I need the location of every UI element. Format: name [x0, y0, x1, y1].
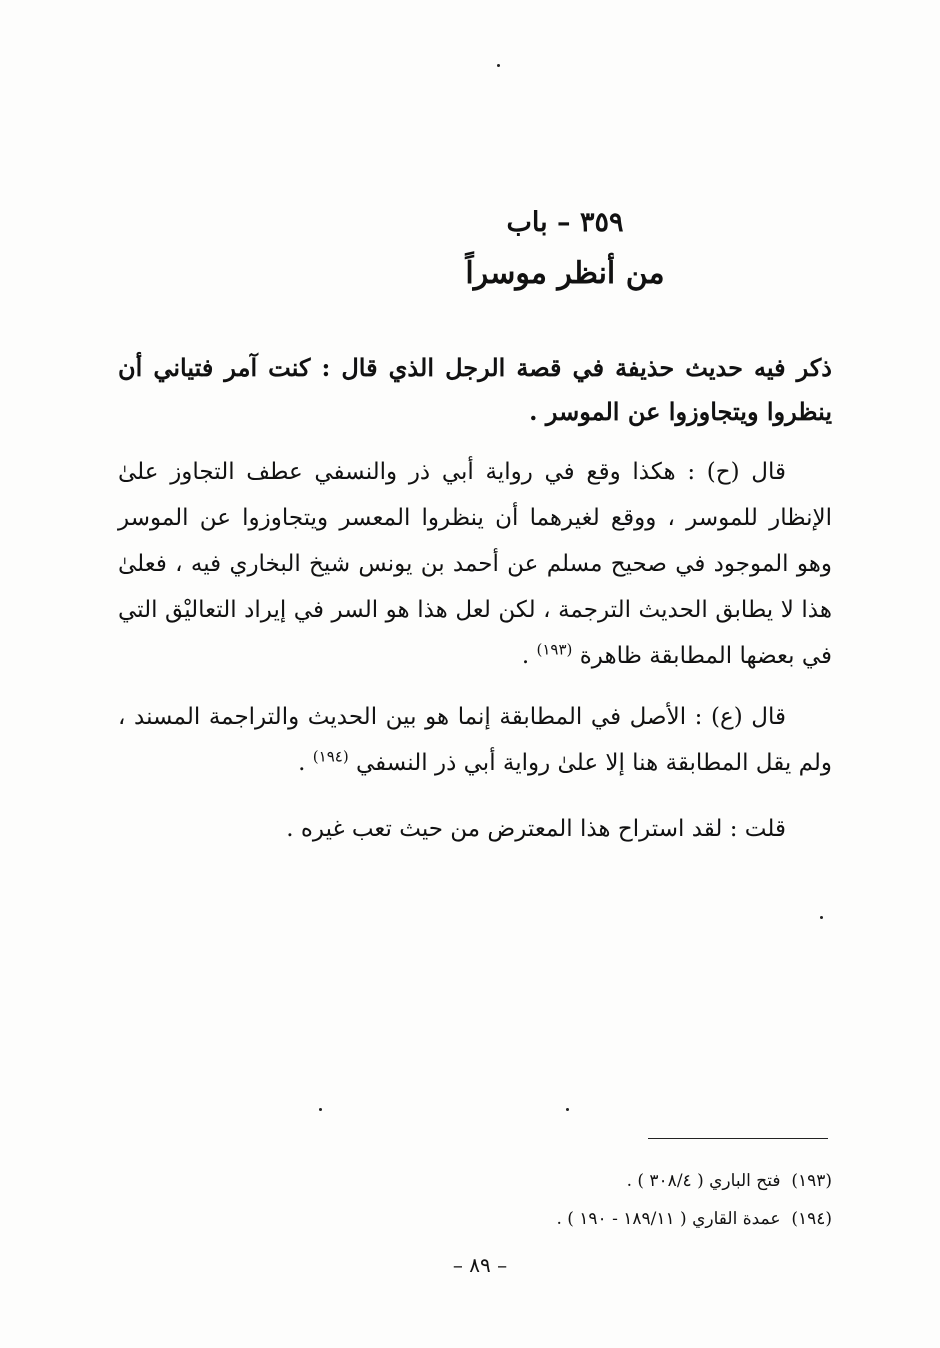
paragraph-rebuttal [118, 806, 832, 852]
chapter-title: من أنظر موسراً [465, 256, 665, 291]
paragraph-ha-commentary [118, 449, 832, 679]
page-number: – ٨٩ – [452, 1253, 508, 1277]
footnote-item [300, 1200, 832, 1238]
footnote-number: (١٩٤) [791, 1209, 832, 1229]
footnote-text: عمدة القاري ( ١٨٩/١١ - ١٩٠ ) . [556, 1209, 781, 1229]
footnote-reference: (١٩٤) [312, 747, 349, 766]
scan-speck [820, 916, 823, 919]
paragraph-text: قال (ح) : هكذا وقع في رواية أبي ذر والنسفي عطف التجاوز علىٰ الإنظار للموسر ، ووقع لغيرهما أن ينظروا المعسر ويتجاوزوا عن الموسر وهو الموجود في صحيح مسلم عن أحمد بن يونس شيخ البخاري فيه ، فعلىٰ هذا لا يطابق الحديث الترجمة ، لكن لعل هذا هو السر في إيراد التعاليْق التي في بعضها المطابقة ظاهرة [118, 459, 832, 669]
footnote-text: فتح الباري ( ٣٠٨/٤ ) . [626, 1171, 781, 1191]
footnote-item [300, 1162, 832, 1200]
chapter-number-heading: ٣٥٩ – باب [506, 207, 624, 238]
footnote-separator [648, 1138, 828, 1139]
scan-speck [497, 64, 500, 67]
footnotes [300, 1162, 832, 1238]
footnote-reference: (١٩٣) [536, 640, 573, 659]
footnote-number: (١٩٣) [791, 1171, 832, 1191]
paragraph-text: قال (ع) : الأصل في المطابقة إنما هو بين الحديث والتراجمة المسند ، ولم يقل المطابقة هنا إلا علىٰ رواية أبي ذر النسفي [118, 704, 832, 776]
scan-speck [566, 1108, 569, 1111]
paragraph-text: قلت : لقد استراح هذا المعترض من حيث تعب غيره . [286, 816, 786, 842]
paragraph-ain-commentary [118, 694, 832, 786]
scan-speck [319, 1108, 322, 1111]
paragraph-end: . [298, 750, 313, 776]
paragraph-end: . [521, 643, 537, 669]
intro-paragraph: ذكر فيه حديث حذيفة في قصة الرجل الذي قال : كنت آمر فتياني أن ينظروا ويتجاوزوا عن الموسر . [118, 353, 832, 426]
